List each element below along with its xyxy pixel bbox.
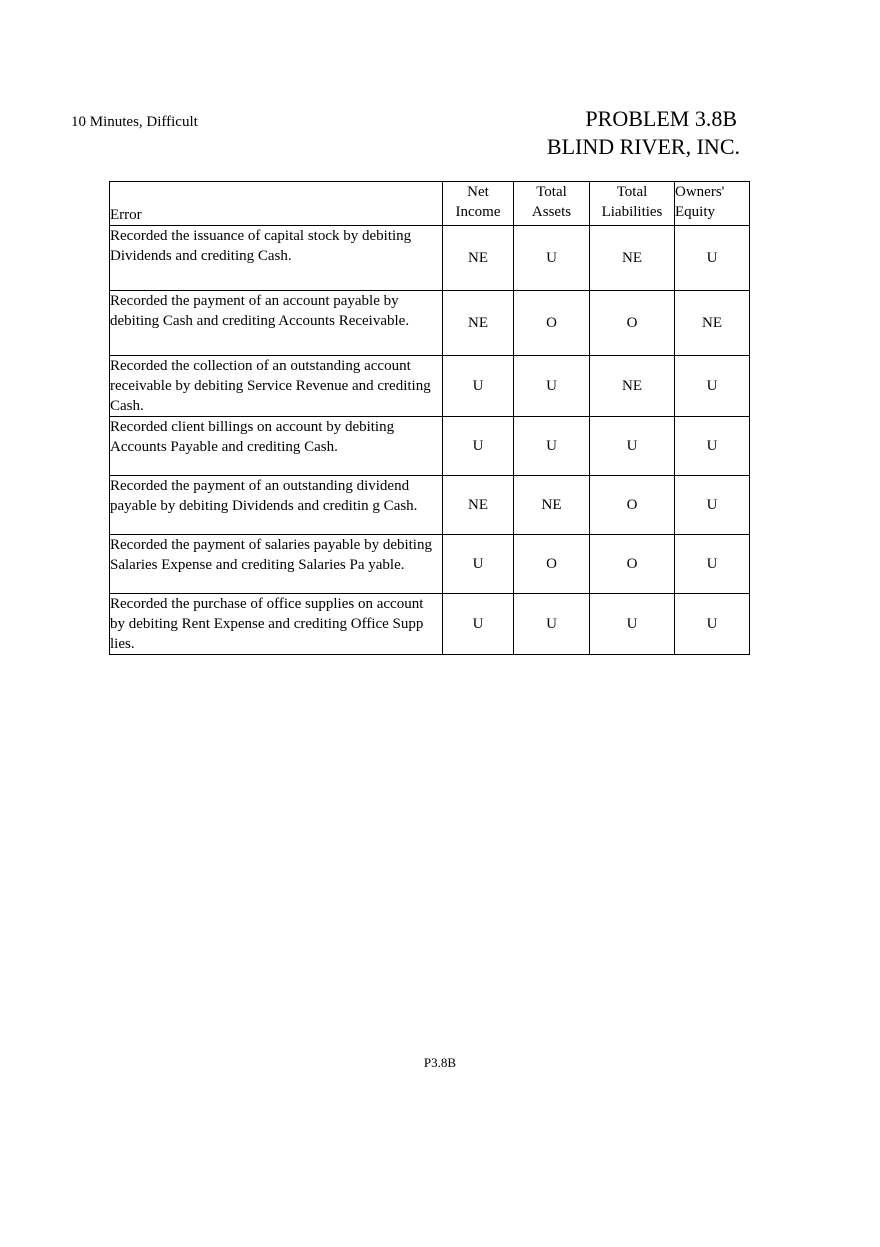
total-liabilities-effect: O: [590, 291, 675, 356]
total-assets-effect: U: [514, 356, 590, 417]
column-header-owners-equity-line1: Owners': [675, 184, 725, 200]
table-row: [110, 535, 750, 594]
total-assets-effect: NE: [514, 476, 590, 535]
error-analysis-table: [109, 181, 750, 655]
error-description: Recorded the payment of salaries payable by debiting Salaries Expense and crediting Salaries Pa yable.: [110, 535, 443, 594]
net-income-effect: NE: [443, 226, 514, 291]
owners-equity-effect: NE: [675, 291, 750, 356]
page-label: P3.8B: [423, 1055, 457, 1070]
error-description: Recorded the purchase of office supplies on account by debiting Rent Expense and crediting Office Supp lies.: [110, 594, 443, 655]
column-header-owners-equity: [675, 182, 750, 226]
total-liabilities-effect: O: [590, 535, 675, 594]
error-description: Recorded the issuance of capital stock by debiting Dividends and crediting Cash.: [110, 226, 443, 291]
net-income-effect: U: [443, 535, 514, 594]
column-header-total-liabilities: [590, 182, 675, 226]
total-assets-effect: U: [514, 226, 590, 291]
table-row: [110, 226, 750, 291]
total-assets-effect: O: [514, 291, 590, 356]
column-header-total-liabilities-line1: Total: [616, 184, 648, 200]
net-income-effect: U: [443, 356, 514, 417]
error-description: Recorded the payment of an outstanding dividend payable by debiting Dividends and creditin g Cash.: [110, 476, 443, 535]
total-liabilities-effect: U: [590, 594, 675, 655]
total-liabilities-effect: NE: [590, 356, 675, 417]
owners-equity-effect: U: [675, 417, 750, 476]
column-header-net-income-line2: Income: [455, 204, 501, 220]
table-header-row: [110, 182, 750, 226]
column-header-net-income-line1: Net: [467, 184, 489, 200]
total-assets-effect: U: [514, 417, 590, 476]
net-income-effect: U: [443, 417, 514, 476]
table-row: [110, 594, 750, 655]
table-row: [110, 417, 750, 476]
net-income-effect: NE: [443, 291, 514, 356]
owners-equity-effect: U: [675, 476, 750, 535]
owners-equity-effect: U: [675, 535, 750, 594]
owners-equity-effect: U: [675, 356, 750, 417]
problem-title: PROBLEM 3.8B: [585, 106, 737, 131]
column-header-total-assets-line2: Assets: [531, 204, 572, 220]
company-title: BLIND RIVER, INC.: [546, 134, 740, 159]
net-income-effect: U: [443, 594, 514, 655]
total-liabilities-effect: NE: [590, 226, 675, 291]
column-header-net-income: [443, 182, 514, 226]
error-description: Recorded client billings on account by debiting Accounts Payable and crediting Cash.: [110, 417, 443, 476]
table-row: [110, 291, 750, 356]
total-assets-effect: U: [514, 594, 590, 655]
table-row: [110, 476, 750, 535]
net-income-effect: NE: [443, 476, 514, 535]
owners-equity-effect: U: [675, 226, 750, 291]
column-header-total-assets: [514, 182, 590, 226]
column-header-total-liabilities-line2: Liabilities: [601, 204, 663, 220]
column-header-error: Error: [110, 182, 443, 226]
error-description: Recorded the payment of an account payable by debiting Cash and crediting Accounts Receivable.: [110, 291, 443, 356]
total-liabilities-effect: O: [590, 476, 675, 535]
column-header-total-assets-line1: Total: [536, 184, 567, 200]
column-header-owners-equity-line2: Equity: [675, 204, 715, 220]
time-note: 10 Minutes, Difficult: [71, 114, 198, 130]
owners-equity-effect: U: [675, 594, 750, 655]
total-liabilities-effect: U: [590, 417, 675, 476]
error-description: Recorded the collection of an outstanding account receivable by debiting Service Revenue and crediting Cash.: [110, 356, 443, 417]
table-row: [110, 356, 750, 417]
total-assets-effect: O: [514, 535, 590, 594]
